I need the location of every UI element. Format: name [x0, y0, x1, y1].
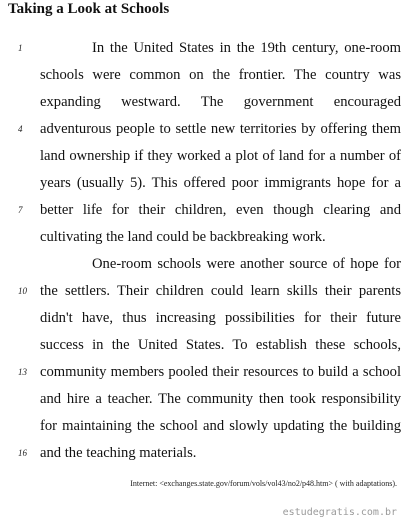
text-line: didn't have, thus increasing possibilities for their future	[40, 310, 401, 326]
line-number: 1	[18, 43, 23, 53]
line-number: 13	[18, 367, 27, 377]
text-line: cultivating the land could be backbreaking work.	[40, 229, 326, 245]
text-line: and hire a teacher. The community then took responsibility	[40, 391, 401, 407]
article-title: Taking a Look at Schools	[8, 1, 170, 17]
text-line: better life for their children, even though clearing and	[40, 202, 401, 218]
line-number: 4	[18, 124, 23, 134]
source-citation: Internet: <exchanges.state.gov/forum/vols/vol43/no2/p48.htm> ( with adaptations).	[130, 479, 397, 488]
text-line: for maintaining the school and slowly updating the building	[40, 418, 401, 434]
text-line: the settlers. Their children could learn skills their parents	[40, 283, 401, 299]
watermark: estudegratis.com.br	[282, 507, 397, 518]
text-line: adventurous people to settle new territories by offering them	[40, 121, 401, 137]
text-line: One-room schools were another source of hope for	[92, 256, 401, 272]
text-line: success in the United States. To establish these schools,	[40, 337, 401, 353]
line-number: 7	[18, 205, 23, 215]
text-line: schools were common on the frontier. The country was	[40, 67, 401, 83]
text-line: years (usually 5). This offered poor immigrants hope for a	[40, 175, 401, 191]
line-number: 16	[18, 448, 27, 458]
text-line: expanding westward. The government encouraged	[40, 94, 401, 110]
line-number: 10	[18, 286, 27, 296]
text-line: In the United States in the 19th century, one-room	[92, 40, 401, 56]
text-line: and the teaching materials.	[40, 445, 197, 461]
text-line: community members pooled their resources to build a school	[40, 364, 401, 380]
text-line: land ownership if they worked a plot of land for a number of	[40, 148, 401, 164]
